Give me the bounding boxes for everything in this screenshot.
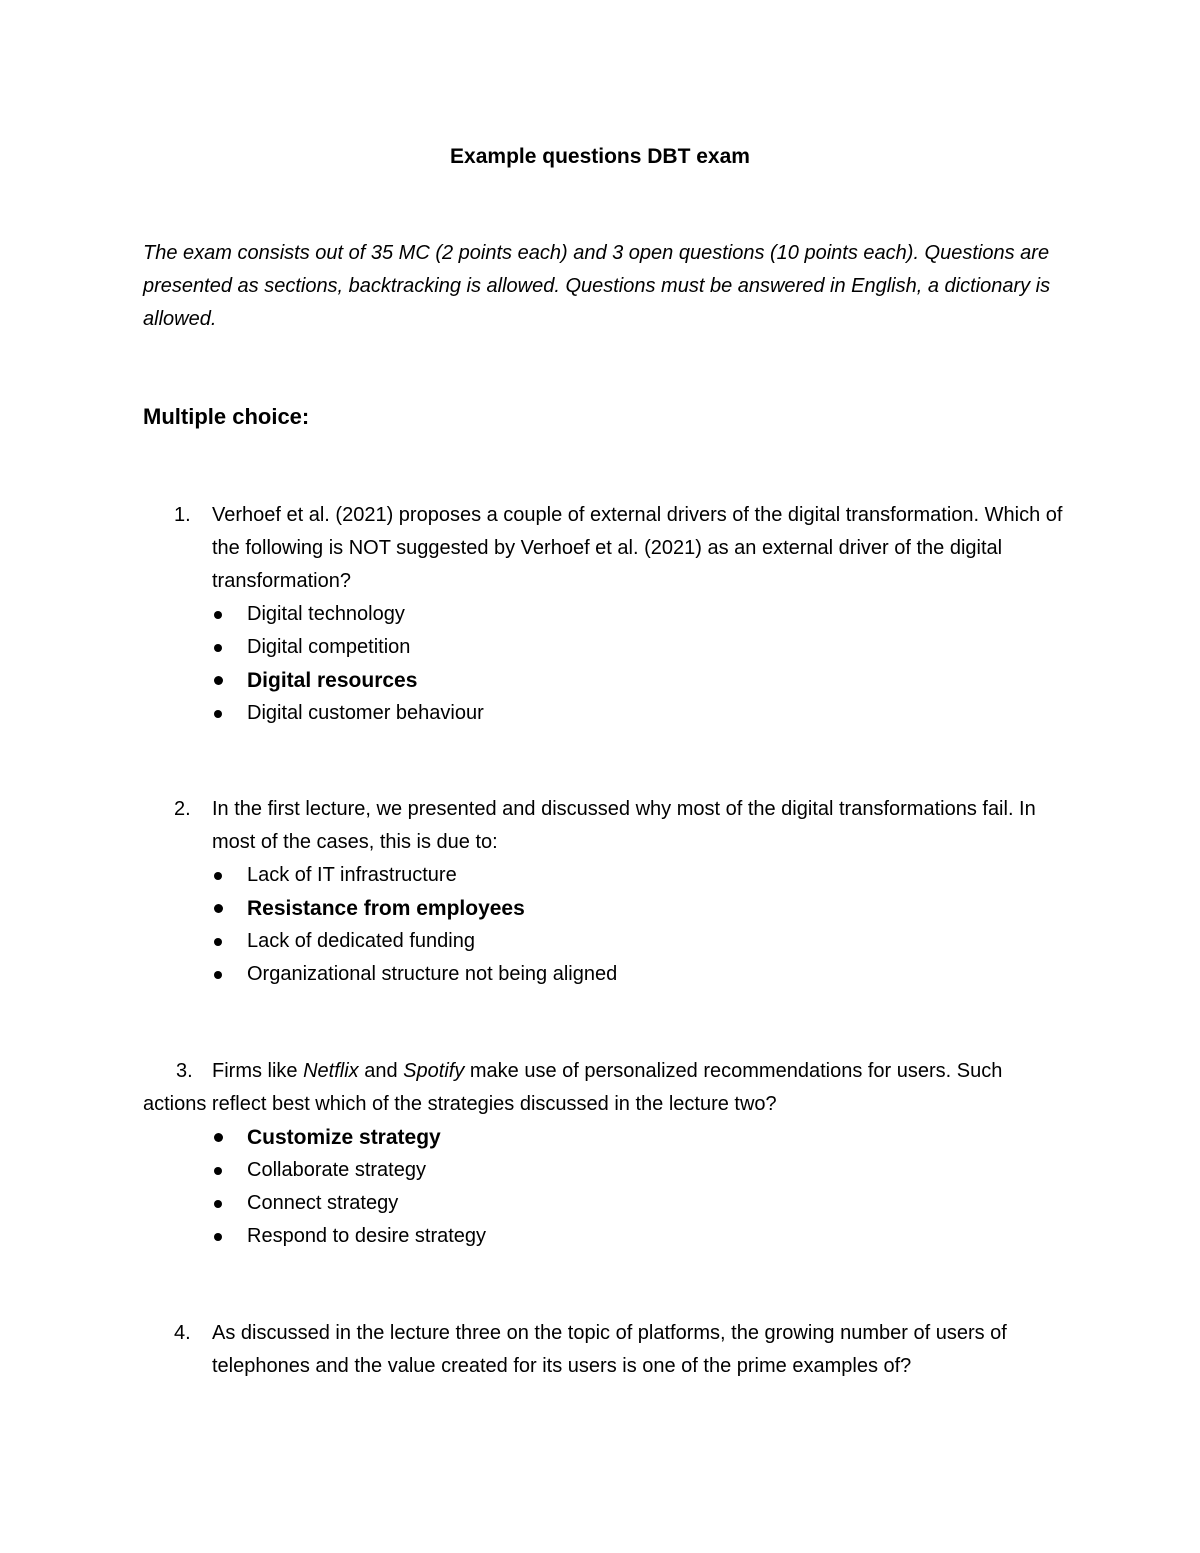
bullet-icon — [214, 904, 223, 913]
question-number: 2. — [174, 798, 191, 820]
question-text — [143, 1055, 1063, 1121]
bullet-icon — [214, 971, 222, 979]
question-1 — [143, 499, 1063, 730]
question-text-part: make use of personalized recommendations for users. Such actions reflect best which of the strategies discussed in the lecture two? — [143, 1060, 1003, 1115]
answer-option-label: Resistance from employees — [247, 897, 525, 920]
answer-option-label: Digital resources — [247, 669, 418, 692]
answer-options — [247, 1121, 1063, 1253]
answer-option-label: Lack of dedicated funding — [247, 930, 475, 952]
question-4 — [143, 1317, 1063, 1383]
question-text: Verhoef et al. (2021) proposes a couple of external drivers of the digital transformation. Which of the following is NOT suggested by Verhoef et al. (2021) as an external driver of the digital transformation? — [212, 504, 1063, 592]
bullet-icon — [214, 676, 223, 685]
exam-instructions: The exam consists out of 35 MC (2 points each) and 3 open questions (10 points each). Questions are presented as sections, backtracking is allowed. Questions must be answered in English, a dictionary is allowed. — [143, 242, 1051, 330]
answer-option-label: Respond to desire strategy — [247, 1225, 487, 1247]
question-text-italic: Spotify — [403, 1060, 465, 1082]
answer-option-correct — [247, 1121, 1063, 1154]
answer-option — [247, 1187, 1063, 1220]
bullet-icon — [214, 644, 222, 652]
answer-option-label: Connect strategy — [247, 1192, 399, 1214]
answer-option-label: Collaborate strategy — [247, 1159, 426, 1181]
question-number: 1. — [174, 504, 191, 526]
answer-option — [247, 859, 1063, 892]
answer-option-correct — [247, 892, 1063, 925]
answer-option — [247, 958, 1063, 991]
document-title: Example questions DBT exam — [450, 145, 750, 168]
bullet-icon — [214, 1133, 223, 1142]
answer-option-label: Digital competition — [247, 636, 411, 658]
answer-options — [247, 598, 1063, 730]
answer-option-correct — [247, 664, 1063, 697]
question-text: In the first lecture, we presented and discussed why most of the digital transformations fail. In most of the cases, this is due to: — [212, 798, 1036, 853]
question-2 — [143, 793, 1063, 991]
question-text: As discussed in the lecture three on the topic of platforms, the growing number of users of telephones and the value created for its users is one of the prime examples of? — [212, 1322, 1007, 1377]
bullet-icon — [214, 1233, 222, 1241]
answer-option — [247, 598, 1063, 631]
question-number: 3. — [176, 1060, 193, 1082]
section-heading-multiple-choice: Multiple choice: — [143, 404, 310, 429]
answer-option-label: Customize strategy — [247, 1126, 441, 1149]
answer-option — [247, 697, 1063, 730]
answer-option — [247, 925, 1063, 958]
answer-option-label: Digital customer behaviour — [247, 702, 484, 724]
bullet-icon — [214, 1167, 222, 1175]
bullet-icon — [214, 611, 222, 619]
question-text-italic: Netflix — [303, 1060, 359, 1082]
answer-option — [247, 1220, 1063, 1253]
bullet-icon — [214, 710, 222, 718]
answer-option — [247, 631, 1063, 664]
question-text-part: and — [358, 1060, 404, 1082]
answer-option — [247, 1154, 1063, 1187]
bullet-icon — [214, 872, 222, 880]
bullet-icon — [214, 1200, 222, 1208]
bullet-icon — [214, 938, 222, 946]
question-3 — [143, 1055, 1063, 1253]
answer-options — [247, 859, 1063, 991]
answer-option-label: Digital technology — [247, 603, 405, 625]
answer-option-label: Lack of IT infrastructure — [247, 864, 457, 886]
question-number: 4. — [174, 1322, 191, 1344]
question-text-part: Firms like — [212, 1060, 304, 1082]
answer-option-label: Organizational structure not being aligned — [247, 963, 618, 985]
